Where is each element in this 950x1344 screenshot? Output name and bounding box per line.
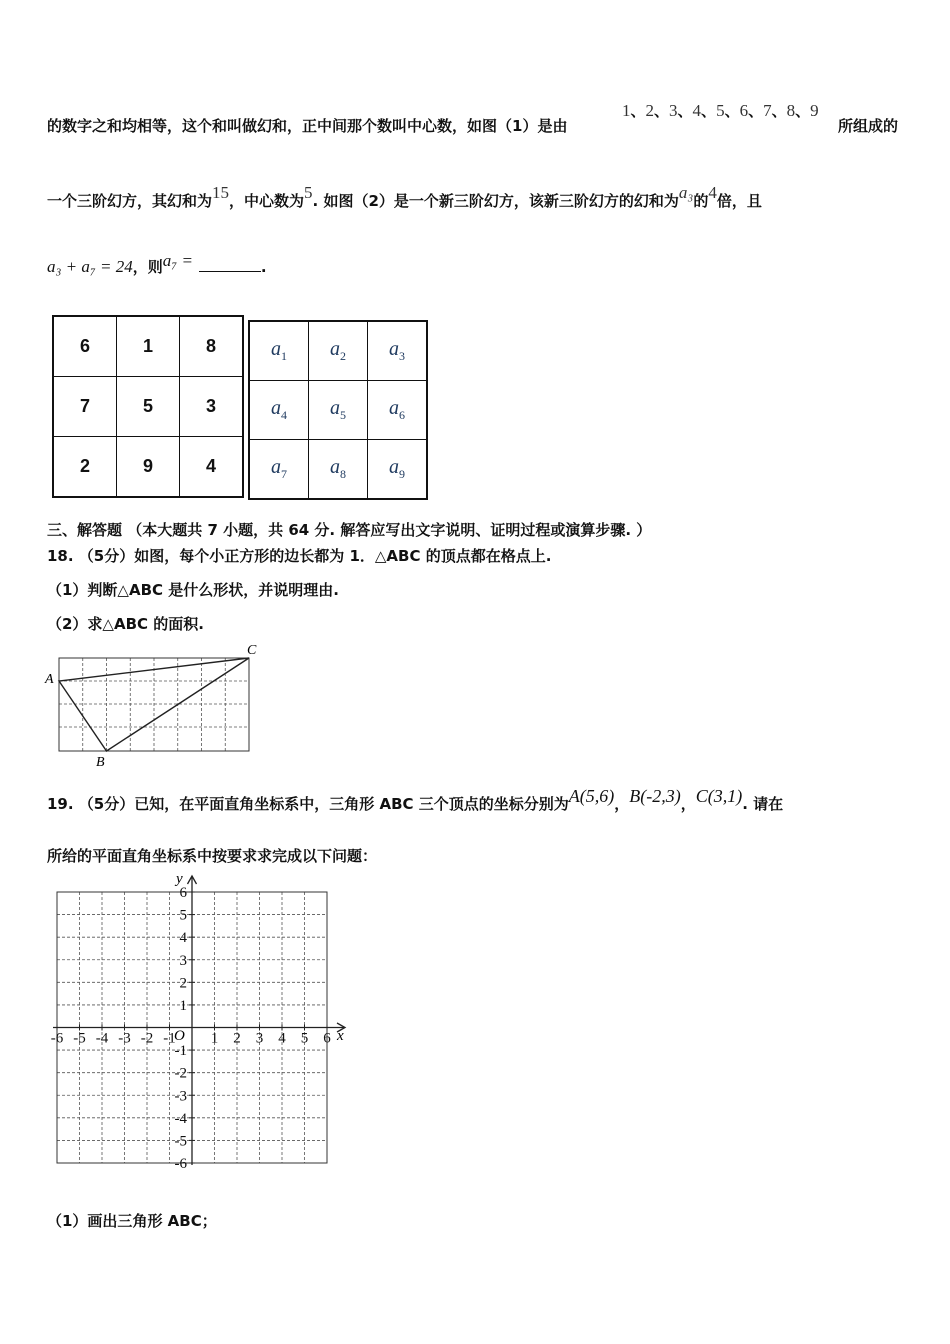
grid-lines — [59, 658, 249, 751]
y-tick-label: 6 — [179, 885, 187, 901]
coord-ticks — [51, 885, 332, 1172]
period: . — [260, 258, 267, 276]
answer-blank[interactable] — [199, 257, 261, 272]
magic-square-2 — [248, 320, 428, 500]
y-tick-label: 5 — [179, 907, 187, 924]
digit: 5 — [716, 101, 725, 120]
intro-line2-e: 倍，且 — [716, 192, 762, 210]
cell: 9 — [117, 437, 180, 498]
q19-stem-a: 19. （5分）已知，在平面直角坐标系中，三角形 ABC 三个顶点的坐标分别为 — [47, 795, 569, 813]
intro-line2-c: . 如图（2）是一个新三阶幻方，该新三阶幻方的幻和为 — [312, 192, 679, 210]
x-tick-label: -4 — [95, 1030, 109, 1047]
cell-a5: $a_5$ — [309, 381, 368, 440]
times-value: 4 — [708, 183, 717, 202]
cell: 8 — [180, 316, 244, 377]
coordinate-plane[interactable] — [40, 868, 360, 1178]
y-tick-label: -1 — [174, 1043, 187, 1060]
digit: 1 — [622, 101, 631, 120]
digit: 4 — [692, 101, 702, 120]
sum-value: 15 — [212, 183, 230, 202]
cell-a1: $a_1$ — [249, 321, 309, 381]
x-tick-label: 4 — [278, 1030, 286, 1047]
q18-part2: （2）求△ABC 的面积. — [47, 615, 204, 633]
section-3-heading: 三、解答题 （本大题共 7 小题，共 64 分. 解答应写出文字说明、证明过程或演算步骤. ） — [47, 521, 652, 539]
x-tick-label: 3 — [255, 1030, 264, 1047]
q19-stem-b: . 请在 — [742, 795, 784, 813]
intro-line1-text: 的数字之和均相等，这个和叫做幻和，正中间那个数叫中心数，如图（1）是由 — [47, 117, 568, 135]
y-tick-label: -6 — [174, 1156, 187, 1172]
intro-line2-a: 一个三阶幻方，其幻和为 — [47, 192, 213, 210]
y-tick-label: -2 — [174, 1065, 187, 1082]
cell-a3: $a_3$ — [368, 321, 428, 381]
coord-a: A(5,6) — [568, 786, 615, 806]
y-tick-label: -3 — [174, 1088, 187, 1105]
coord-axes — [50, 876, 345, 1165]
y-tick-label: 1 — [179, 997, 187, 1014]
intro-line2-d: 的 — [693, 192, 709, 210]
equation: a₃ + a₇ = 24 — [47, 257, 133, 276]
digit: 6 — [739, 101, 749, 120]
x-tick-label: -1 — [163, 1030, 176, 1047]
q18-part1: （1）判断△ABC 是什么形状，并说明理由. — [47, 581, 339, 599]
y-tick-label: 3 — [179, 952, 187, 969]
x-tick-label: -5 — [73, 1030, 86, 1047]
cell-a8: $a_8$ — [309, 440, 368, 500]
a3-label: a₃ — [678, 183, 694, 202]
cell-a7: $a_7$ — [249, 440, 309, 500]
q19-stem: 19. （5分）已知，在平面直角坐标系中，三角形 ABC 三个顶点的坐标分别为A(5,6)，B(-2,3)，C(3,1). 请在 — [47, 786, 784, 813]
q19-stem-line2: 所给的平面直角坐标系中按要求求完成以下问题： — [47, 847, 378, 865]
cell: 7 — [53, 377, 117, 437]
axis-y-label: y — [176, 871, 183, 887]
cell-a9: $a_9$ — [368, 440, 428, 500]
cell: 6 — [53, 316, 117, 377]
coord-b: B(-2,3) — [629, 786, 681, 806]
intro-line-2 — [47, 183, 762, 211]
x-tick-label: 1 — [210, 1030, 219, 1047]
digit: 7 — [763, 101, 772, 120]
intro-line-1 — [47, 115, 567, 136]
coord-c: C(3,1) — [695, 786, 743, 806]
origin-label: O — [174, 1028, 185, 1044]
y-tick-label: -5 — [174, 1133, 187, 1150]
axis-x-label: x — [337, 1028, 344, 1044]
intro-line2-b: ，中心数为 — [229, 192, 305, 210]
digit: 8 — [786, 101, 796, 120]
cell: 2 — [53, 437, 117, 498]
intro-line1-end: 所组成的 — [838, 117, 899, 135]
x-tick-label: -2 — [140, 1030, 154, 1047]
q18-stem: 18. （5分）如图，每个小正方形的边长都为 1．△ABC 的顶点都在格点上. — [47, 547, 552, 565]
cell-a4: $a_4$ — [249, 381, 309, 440]
x-tick-label: -6 — [50, 1030, 64, 1047]
x-tick-label: 5 — [300, 1030, 309, 1047]
cell-a6: $a_6$ — [368, 381, 428, 440]
then-text: ，则 — [132, 258, 163, 276]
x-tick-label: -3 — [118, 1030, 131, 1047]
digit: 3 — [669, 101, 678, 120]
label-c: C — [247, 643, 257, 658]
cell: 4 — [180, 437, 244, 498]
a7-ask: a₇ = — [162, 251, 193, 270]
digit: 2 — [645, 101, 655, 120]
center-value: 5 — [304, 183, 313, 202]
q19-part1: （1）画出三角形 ABC； — [47, 1212, 217, 1230]
cell: 3 — [180, 377, 244, 437]
magic-square-1 — [52, 315, 244, 498]
label-a: A — [45, 672, 54, 687]
cell: 1 — [117, 316, 180, 377]
digit: 9 — [810, 101, 819, 120]
q18-grid-figure — [40, 640, 270, 770]
y-tick-label: -4 — [174, 1110, 187, 1127]
y-tick-label: 2 — [179, 975, 187, 992]
cell-a2: $a_2$ — [309, 321, 368, 381]
x-tick-label: 2 — [233, 1030, 241, 1047]
x-tick-label: 6 — [323, 1030, 331, 1047]
cell: 5 — [117, 377, 180, 437]
digit-list: 1、2、3、4、5、6、7、8、9 — [622, 101, 819, 120]
intro-line-3 — [47, 251, 267, 277]
label-b: B — [96, 755, 105, 770]
y-tick-label: 4 — [179, 930, 187, 947]
